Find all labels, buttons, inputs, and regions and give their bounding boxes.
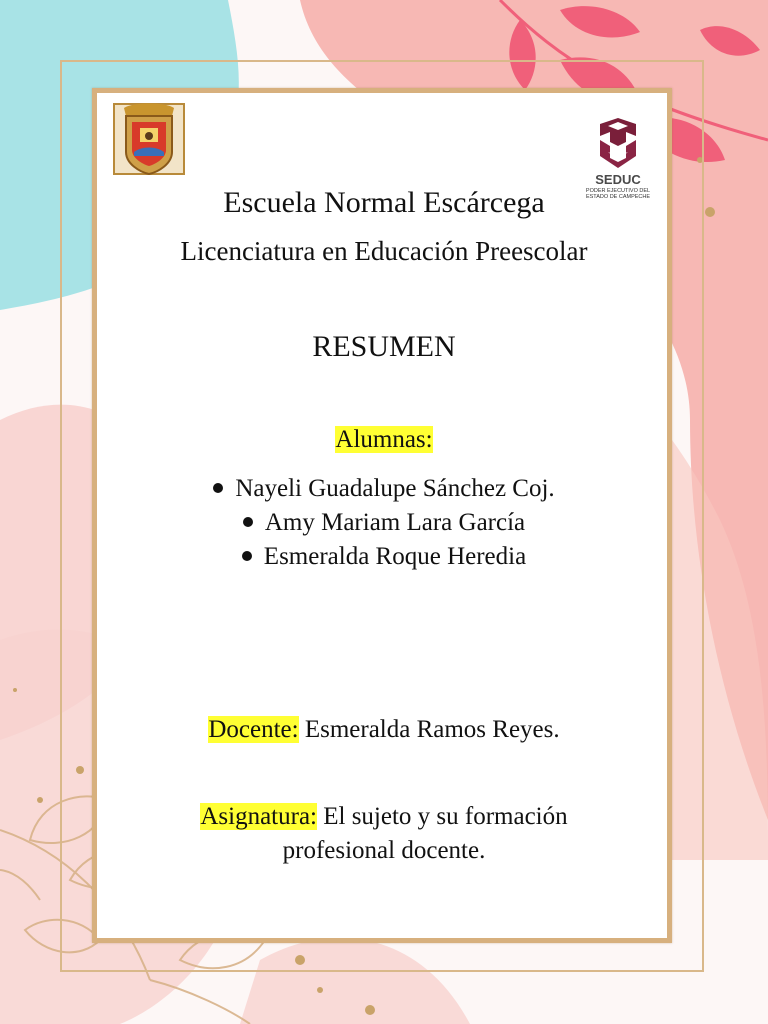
subject-name-part-1: El sujeto y su formación (323, 803, 568, 830)
student-name: Nayeli Guadalupe Sánchez Coj. (235, 475, 555, 502)
list-item (0, 540, 768, 574)
degree-program: Licenciatura en Educación Preescolar (180, 236, 588, 266)
teacher-name: Esmeralda Ramos Reyes. (304, 716, 560, 743)
school-crest-icon (110, 100, 188, 178)
document-title: RESUMEN (312, 330, 456, 363)
list-item (0, 506, 768, 540)
teacher-label: Docente: (208, 716, 299, 743)
student-name: Esmeralda Roque Heredia (263, 543, 527, 570)
subject-block (0, 800, 768, 868)
seduc-logo-name: SEDUC (595, 172, 641, 187)
students-list (0, 472, 768, 574)
school-name: Escuela Normal Escárcega (223, 186, 545, 219)
list-item (0, 472, 768, 506)
bullet-icon (243, 517, 253, 527)
bullet-icon (242, 551, 252, 561)
students-heading (0, 426, 768, 454)
seduc-logo-subtitle: PODER EJECUTIVO DEL ESTADO DE CAMPECHE (585, 188, 651, 200)
student-name: Amy Mariam Lara García (264, 509, 526, 536)
bullet-icon (213, 483, 223, 493)
subject-label: Asignatura: (200, 803, 317, 830)
teacher-line (0, 716, 768, 744)
subject-name-part-2: profesional docente. (282, 837, 486, 864)
subject-line-1 (0, 800, 768, 834)
students-label: Alumnas: (335, 426, 433, 453)
